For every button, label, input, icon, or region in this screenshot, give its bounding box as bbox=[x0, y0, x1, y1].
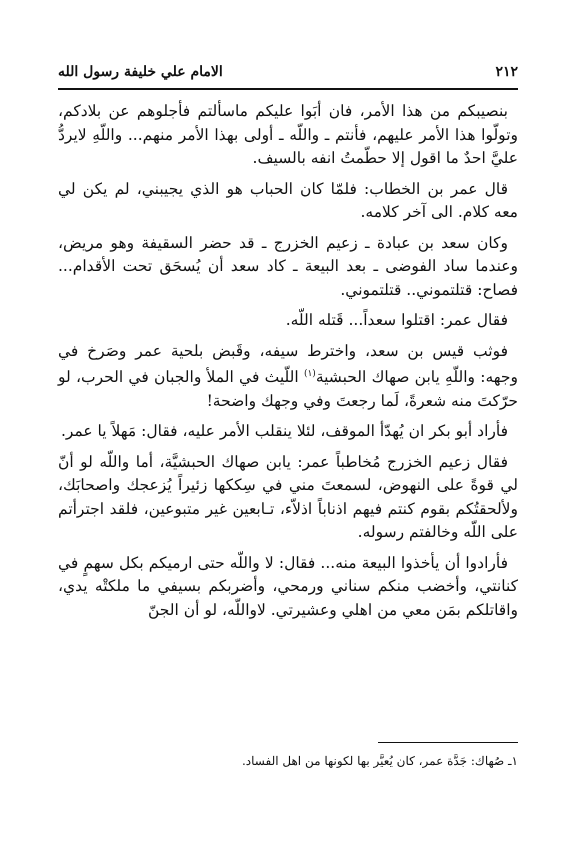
paragraph-part: اللّيث في الملأ والجبان في الحرب، لو حرّكتَ منه شعرةً، لَما رجعتَ وفي وجهك واضحة! bbox=[58, 368, 518, 410]
running-title: الامام علي خليفة رسول الله bbox=[58, 64, 223, 80]
paragraph: بنصيبكم من هذا الأمر، فان أبَوا عليكم ماسألتم فأجلوهم عن بلادكم، وتولّوا هذا الأمر عليهم، فأنتم ـ واللّه ـ أولى بهذا الأمر منهم... واللّهِ لايردُّ عليَّ احدٌ ما اقول إلا حطّمتُ انفه بالسيف. bbox=[58, 102, 518, 167]
paragraph: فأرادوا أن يأخذوا البيعة منه... فقال: لا واللّه حتى ارميكم بكل سهمٍ في كنانتي، وأخضب منكم سناني ورمحي، وأضربكم بسيفي ما ملكتْه يدي، واقاتلكم بمَن معي من اهلي وعشيرتي. لاواللّه، لو أن الجنّ bbox=[58, 553, 518, 619]
page-number: ٢١٢ bbox=[495, 64, 518, 80]
paragraph: وكان سعد بن عبادة ـ زعيم الخزرج ـ قد حضر السقيفة وهو مريض، وعندما ساد الفوضى ـ بعد البيعة ـ كاد سعد أن يُسحَق تحت الأقدام... فصاح: قتلتموني.. قتلتموني. bbox=[58, 233, 518, 299]
paragraph-part: فوثب قيس بن سعد، واخترط سيفه، وقَبض بلحية عمر وصَرخ في وجهه: واللّهِ يابن صهاك الحبشية bbox=[58, 341, 519, 387]
paragraph: قال عمر بن الخطاب: فلمّا كان الحباب هو الذي يجيبني، لم يكن لي معه كلام. الى آخر كلامه. bbox=[58, 179, 518, 221]
footnote-divider bbox=[378, 742, 518, 743]
footnote-reference: (١) bbox=[303, 369, 316, 379]
paragraph: فأراد أبو بكر ان يُهدّأ الموقف، لئلا ينقلب الأمر عليه، فقال: مَهلاً يا عمر. bbox=[60, 422, 508, 441]
page-header bbox=[58, 62, 518, 90]
footnote: ١ـ صُهاك: جَدَّة عمر، كان يُعيَّر بها لكونها من اهل الفساد. bbox=[241, 754, 518, 768]
body-text bbox=[58, 100, 518, 629]
paragraph: فقال زعيم الخزرج مُخاطباً عمر: يابن صهاك الحبشيَّة، أما واللّه لو أنّ لي قوةً على النهوض، لسمعتَ مني في سِككها زئيراً يُزعجك واصحابَك، ولألحقتُكم بقوم كنتم فيهم اذناباً اذلاّء، تـابعين غير متبوعين، فلقد اجترأتم على اللّه وخالفتم رسوله. bbox=[58, 452, 518, 542]
paragraph: فقال عمر: اقتلوا سعداً... قَتله اللّه. bbox=[285, 311, 508, 329]
paragraph bbox=[58, 340, 518, 414]
